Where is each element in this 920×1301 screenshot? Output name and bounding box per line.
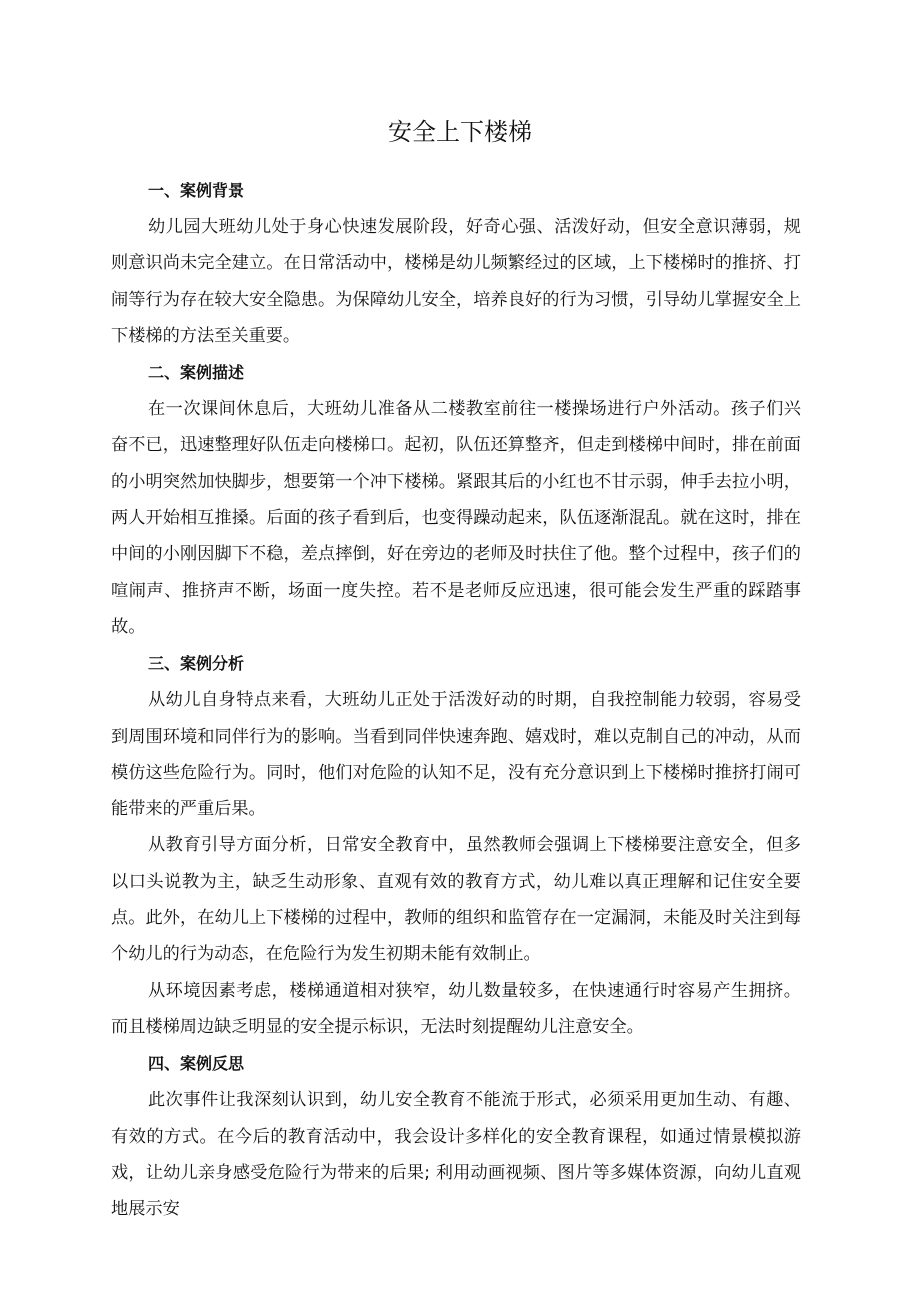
document-body bbox=[111, 172, 801, 1227]
paragraph: 幼儿园大班幼儿处于身心快速发展阶段，好奇心强、活泼好动，但安全意识薄弱，规则意识尚未完全建立。在日常活动中，楼梯是幼儿频繁经过的区域，上下楼梯时的推挤、打闹等行为存在较大安全隐患。为保障幼儿安全，培养良好的行为习惯，引导幼儿掌握安全上下楼梯的方法至关重要。 bbox=[111, 217, 801, 346]
paragraph: 在一次课间休息后，大班幼儿准备从二楼教室前往一楼操场进行户外活动。孩子们兴奋不已，迅速整理好队伍走向楼梯口。起初，队伍还算整齐，但走到楼梯中间时，排在前面的小明突然加快脚步，想要第一个冲下楼梯。紧跟其后的小红也不甘示弱，伸手去拉小明，两人开始相互推搡。后面的孩子看到后，也变得躁动起来，队伍逐渐混乱。就在这时，排在中间的小刚因脚下不稳，差点摔倒，好在旁边的老师及时扶住了他。整个过程中，孩子们的喧闹声、推挤声不断，场面一度失控。若不是老师反应迅速，很可能会发生严重的踩踏事故。 bbox=[111, 399, 801, 637]
paragraph: 从环境因素考虑，楼梯通道相对狭窄，幼儿数量较多，在快速通行时容易产生拥挤。而且楼梯周边缺乏明显的安全提示标识，无法时刻提醒幼儿注意安全。 bbox=[111, 980, 801, 1037]
section-heading-analysis: 三、案例分析 bbox=[148, 654, 245, 674]
section-heading-description: 二、案例描述 bbox=[148, 363, 245, 383]
paragraph: 从教育引导方面分析，日常安全教育中，虽然教师会强调上下楼梯要注意安全，但多以口头说教为主，缺乏生动形象、直观有效的教育方式，幼儿难以真正理解和记住安全要点。此外，在幼儿上下楼梯的过程中，教师的组织和监管存在一定漏洞，未能及时关注到每个幼儿的行为动态，在危险行为发生初期未能有效制止。 bbox=[111, 835, 801, 965]
section-heading-background: 一、案例背景 bbox=[148, 181, 245, 200]
page-title: 安全上下楼梯 bbox=[388, 118, 532, 146]
section-heading-reflection: 四、案例反思 bbox=[148, 1054, 245, 1074]
paragraph: 从幼儿自身特点来看，大班幼儿正处于活泼好动的时期，自我控制能力较弱，容易受到周围环境和同伴行为的影响。当看到同伴快速奔跑、嬉戏时，难以克制自己的冲动，从而模仿这些危险行为。同时，他们对危险的认知不足，没有充分意识到上下楼梯时推挤打闹可能带来的严重后果。 bbox=[111, 690, 801, 820]
paragraph: 此次事件让我深刻认识到，幼儿安全教育不能流于形式，必须采用更加生动、有趣、有效的方式。在今后的教育活动中，我会设计多样化的安全教育课程，如通过情景模拟游戏，让幼儿亲身感受危险行为带来的后果; 利用动画视频、图片等多媒体资源，向幼儿直观地展示安 bbox=[111, 1090, 801, 1220]
